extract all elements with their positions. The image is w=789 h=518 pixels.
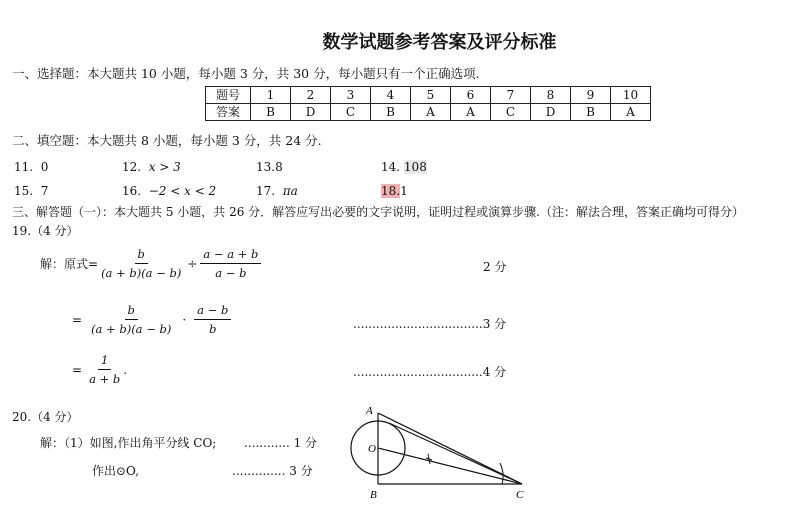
table-cell: B — [251, 104, 291, 121]
item-number: 18. — [381, 184, 401, 198]
score-mark: 4 分 — [482, 365, 507, 379]
item-answer: 108 — [403, 160, 427, 174]
denominator: a + b — [89, 372, 121, 386]
item-number: 17. — [256, 184, 276, 198]
item-answer: 1 — [400, 184, 408, 198]
table-cell: C — [331, 104, 371, 121]
item-number: 12. — [122, 160, 142, 174]
table-cell: A — [611, 104, 651, 121]
q20-step1: 解：（1）如图,作出角平分线 CO; — [40, 436, 217, 450]
table-cell: 2 — [291, 87, 331, 104]
fill-item — [256, 184, 298, 198]
score-line — [353, 315, 506, 332]
item-number: 11. — [14, 160, 34, 174]
table-cell: 10 — [611, 87, 651, 104]
fill-item — [122, 160, 181, 174]
score-mark: 2 分 — [483, 260, 507, 274]
score-line — [232, 462, 313, 479]
q19-line3 — [72, 353, 127, 386]
item-answer: x > 3 — [148, 160, 181, 174]
dot-leader: .................................. — [353, 317, 483, 331]
item-answer: −2 < x < 2 — [148, 184, 217, 198]
table-cell: C — [491, 104, 531, 121]
fill-item — [14, 160, 48, 174]
tangent-line — [389, 423, 522, 484]
numerator: b — [125, 303, 138, 320]
fill-item — [381, 160, 427, 174]
table-cell: 9 — [571, 87, 611, 104]
fill-item — [256, 160, 283, 174]
score-line — [244, 434, 317, 451]
score-mark: 3 分 — [482, 317, 507, 331]
denominator: a − b — [215, 266, 247, 280]
period: . — [123, 362, 128, 377]
item-number: 15. — [14, 184, 34, 198]
score-mark: 1 分 — [293, 436, 318, 450]
fraction — [200, 247, 261, 280]
section2-heading: 二、填空题：本大题共 8 小题，每小题 3 分，共 24 分. — [12, 133, 322, 148]
numerator: a − b — [194, 303, 231, 320]
item-answer: πa — [282, 184, 298, 198]
row-label-number: 题号 — [206, 87, 251, 104]
q19-line2 — [72, 303, 231, 336]
table-cell: 1 — [251, 87, 291, 104]
table-cell: 7 — [491, 87, 531, 104]
numerator: b — [135, 247, 148, 264]
denominator: b — [209, 322, 217, 336]
table-cell: D — [291, 104, 331, 121]
dot-leader: .................................. — [353, 365, 483, 379]
table-cell: 5 — [411, 87, 451, 104]
section3-heading: 三、解答题（一）：本大题共 5 小题，共 26 分．解答应写出必要的文字说明，证明过程或演算步骤.（注：解法合理，答案正确均可得分） — [12, 205, 744, 219]
denominator: (a + b)(a − b) — [101, 266, 182, 280]
fill-item — [14, 184, 48, 198]
dot-leader: ............ — [244, 436, 290, 450]
q20-label: 20.（4 分） — [12, 410, 79, 424]
numerator: a − a + b — [200, 247, 261, 264]
equals-sign: = — [72, 362, 83, 377]
fraction — [86, 353, 123, 386]
score-line — [353, 363, 506, 380]
table-cell: B — [571, 104, 611, 121]
table-cell: 8 — [531, 87, 571, 104]
table-cell: 3 — [331, 87, 371, 104]
item-number: 13. — [256, 160, 276, 174]
table-cell: D — [531, 104, 571, 121]
numerator: 1 — [98, 353, 111, 370]
denominator: (a + b)(a − b) — [91, 322, 172, 336]
equals-sign: = — [72, 312, 83, 327]
table-cell: A — [411, 104, 451, 121]
segment-oc — [378, 448, 522, 484]
fill-item — [122, 184, 216, 198]
item-answer: 8 — [275, 160, 283, 174]
table-cell: B — [371, 104, 411, 121]
answer-table — [205, 86, 651, 121]
solve-prefix: 解：原式= — [40, 257, 99, 271]
page-title: 数学试题参考答案及评分标准 — [322, 32, 557, 53]
table-cell: A — [451, 104, 491, 121]
fill-item — [381, 184, 408, 198]
row-label-answer: 答案 — [206, 104, 251, 121]
times-sign: · — [182, 312, 187, 327]
dot-leader: .............. — [232, 464, 286, 478]
q19-line1 — [40, 247, 261, 280]
table-cell: 4 — [371, 87, 411, 104]
section1-heading: 一、选择题：本大题共 10 小题，每小题 3 分，共 30 分，每小题只有一个正确选项. — [12, 66, 480, 81]
item-number: 16. — [122, 184, 142, 198]
geometry-figure — [340, 400, 540, 510]
item-answer: 0 — [40, 160, 49, 174]
label-o: O — [368, 443, 376, 455]
fraction — [194, 303, 231, 336]
q20-step2: 作出⊙O, — [92, 464, 140, 478]
table-cell: 6 — [451, 87, 491, 104]
fraction — [98, 247, 184, 280]
label-b: B — [370, 489, 377, 501]
table-row — [206, 104, 651, 121]
score-mark: 3 分 — [289, 464, 313, 478]
fraction — [88, 303, 174, 336]
table-row — [206, 87, 651, 104]
label-a: A — [366, 405, 373, 417]
q19-label: 19.（4 分） — [12, 224, 79, 238]
item-answer: 7 — [40, 184, 49, 198]
label-c: C — [516, 489, 524, 501]
item-number: 14. — [381, 160, 401, 174]
divide-sign: ÷ — [187, 256, 198, 271]
segment-ac — [378, 413, 522, 484]
